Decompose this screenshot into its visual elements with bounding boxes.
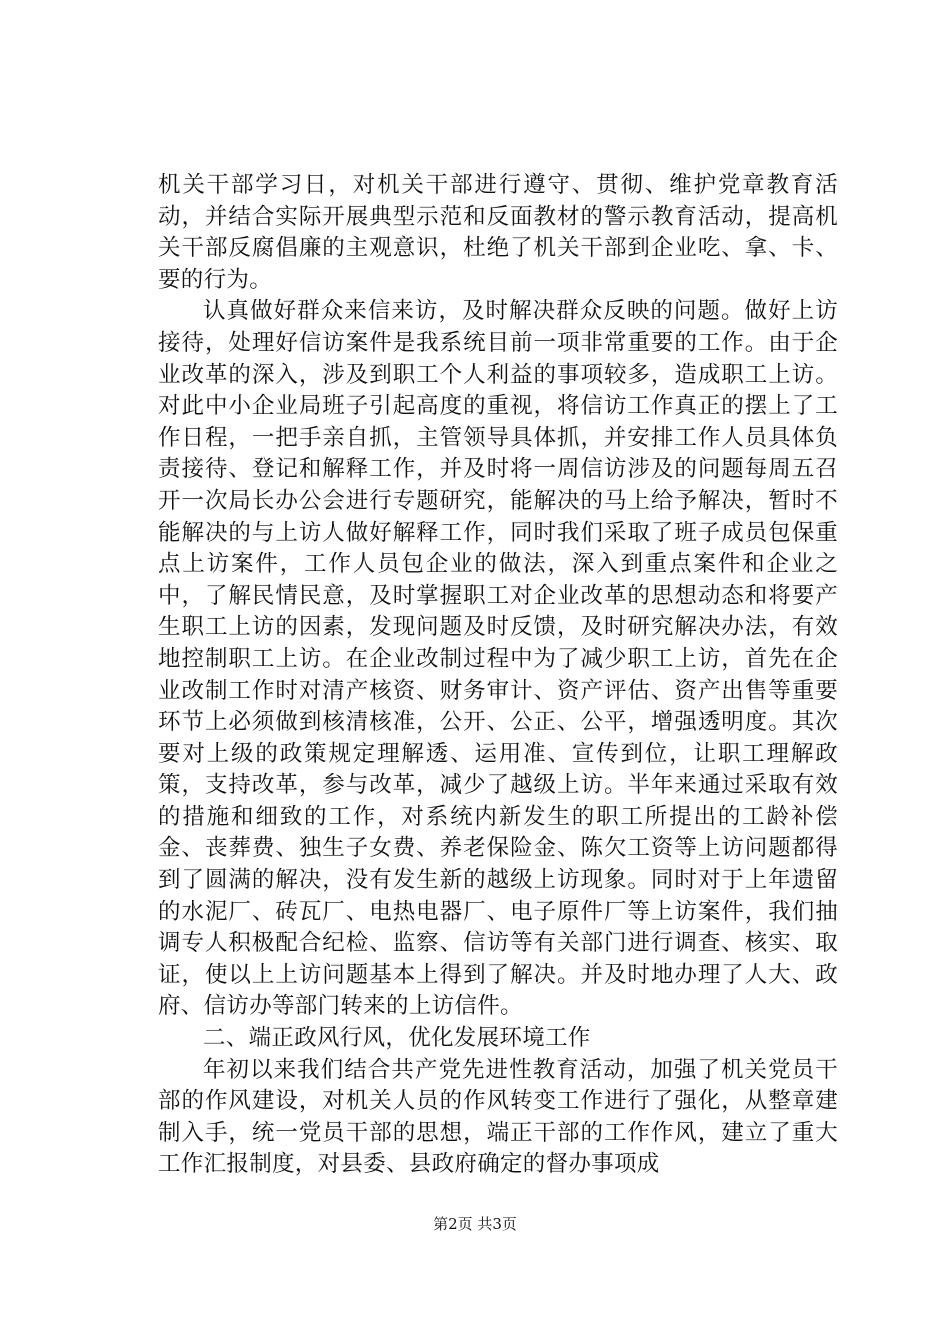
section-heading: 二、端正政风行风，优化发展环境工作 [203, 1025, 591, 1052]
paragraph-petition-work: 认真做好群众来信来访，及时解决群众反映的问题。做好上访接待，处理好信访案件是我系统目前一项非常重要的工作。由于企业改革的深入，涉及到职工个人利益的事项较多，造成职工上访。对此中小企业局班子引起高度的重视，将信访工作真正的摆上了工作日程，一把手亲自抓，主管领导具体抓，并安排工作人员具体负责接待、登记和解释工作，并及时将一周信访涉及的问题每周五召开一次局长办公会进行专题研究，能解决的马上给予解决，暂时不能解决的与上访人做好解释工作，同时我们采取了班子成员包保重点上访案件，工作人员包企业的做法，深入到重点案件和企业之中，了解民情民意，及时掌握职工对企业改革的思想动态和将要产生职工上访的因素，发现问题及时反馈，及时研究解决办法，有效地控制职工上访。在企业改制过程中为了减少职工上访，首先在企业改制工作时对清产核资、财务审计、资产评估、资产出售等重要环节上必须做到核清核准，公开、公正、公平，增强透明度。其次要对上级的政策规定理解透、运用准、宣传到位，让职工理解政策，支持改革，参与改革，减少了越级上访。半年来通过采取有效的措施和细致的工作，对系统内新发生的职工所提出的工龄补偿金、丧葬费、独生子女费、养老保险金、陈欠工资等上访问题都得到了圆满的解决，没有发生新的越级上访现象。同时对于上年遗留的水泥厂、砖瓦厂、电热电器厂、电子原件厂等上访案件，我们抽调专人积极配合纪检、监察、信访等有关部门进行调查、核实、取证，使以上上访问题基本上得到了解决。并及时地办理了人大、政府、信访办等部门转来的上访信件。 [158, 298, 838, 1020]
document-body [158, 170, 838, 1181]
page-footer: 第2页 共3页 [433, 1215, 517, 1233]
paragraph-continuation: 机关干部学习日，对机关干部进行遵守、贯彻、维护党章教育活动，并结合实际开展典型示范和反面教材的警示教育活动，提高机关干部反腐倡廉的主观意识，杜绝了机关干部到企业吃、拿、卡、要的行为。 [158, 172, 838, 293]
paragraph-work-style: 年初以来我们结合共产党先进性教育活动，加强了机关党员干部的作风建设，对机关人员的作风转变工作进行了强化，从整章建制入手，统一党员干部的思想，端正干部的工作作风，建立了重大工作汇报制度，对县委、县政府确定的督办事项成 [158, 1056, 838, 1178]
